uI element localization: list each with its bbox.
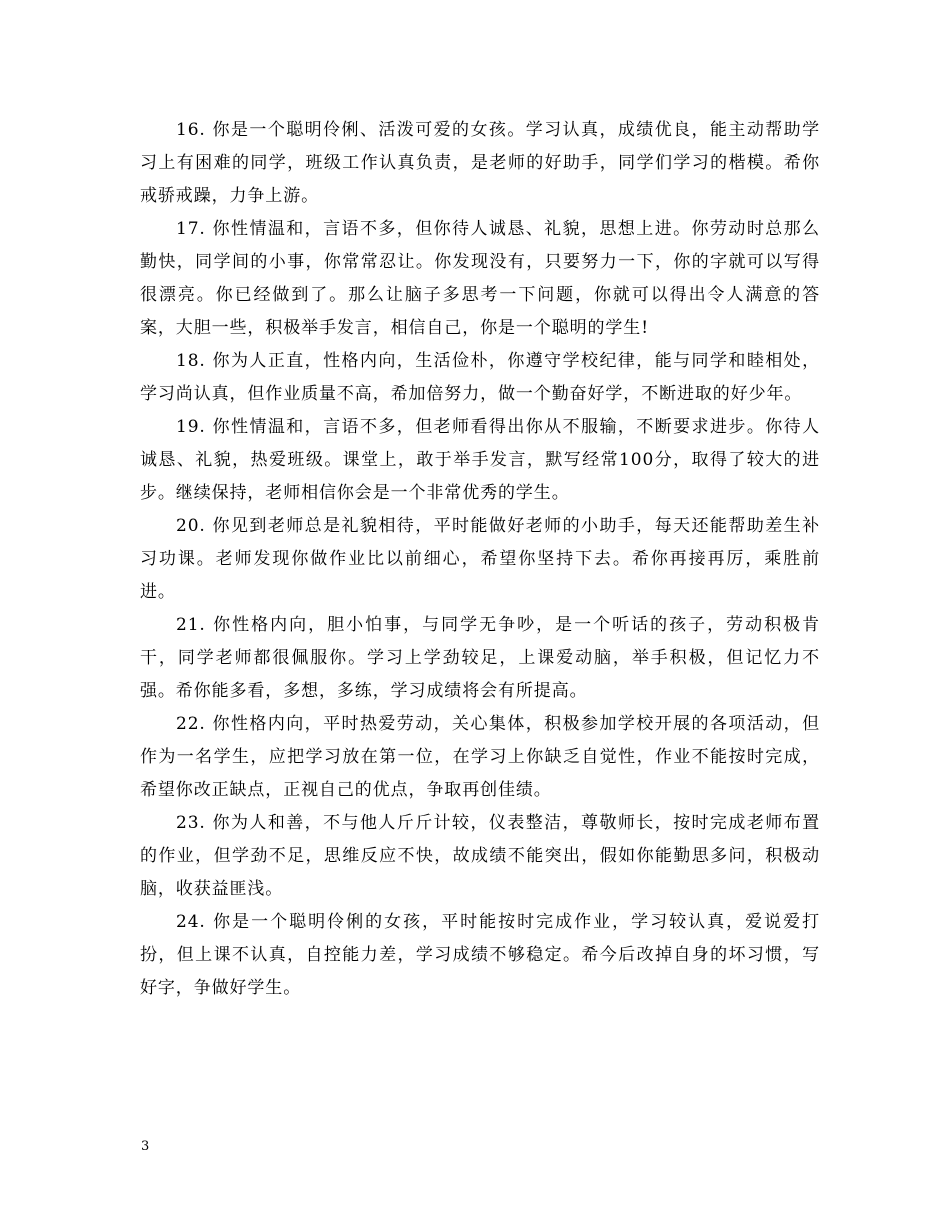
comment-paragraph-23: 23. 你为人和善，不与他人斤斤计较，仪表整洁，尊敬师长，按时完成老师布置的作业，但学劲不足，思维反应不快，故成绩不能突出，假如你能勤思多问，积极动脑，收获益匪浅。 <box>140 813 820 899</box>
comment-paragraph-24: 24. 你是一个聪明伶俐的女孩，平时能按时完成作业，学习较认真，爱说爱打扮，但上课不认真，自控能力差，学习成绩不够稳定。希今后改掉自身的坏习惯，写好字，争做好学生。 <box>140 912 820 998</box>
comment-paragraph-19: 19. 你性情温和，言语不多，但老师看得出你从不服输，不断要求进步。你待人诚恳、礼貌，热爱班级。课堂上，敢于举手发言，默写经常100分，取得了较大的进步。继续保持，老师相信你会是一个非常优秀的学生。 <box>140 417 820 503</box>
comment-paragraph-21: 21. 你性格内向，胆小怕事，与同学无争吵，是一个听话的孩子，劳动积极肯干，同学老师都很佩服你。学习上学劲较足，上课爱动脑，举手积极，但记忆力不强。希你能多看，多想，多练，学习成绩将会有所提高。 <box>140 615 820 701</box>
comment-paragraph-20: 20. 你见到老师总是礼貌相待，平时能做好老师的小助手，每天还能帮助差生补习功课。老师发现你做作业比以前细心，希望你坚持下去。希你再接再厉，乘胜前进。 <box>140 516 820 602</box>
comment-paragraph-18: 18. 你为人正直，性格内向，生活俭朴，你遵守学校纪律，能与同学和睦相处，学习尚认真，但作业质量不高，希加倍努力，做一个勤奋好学，不断进取的好少年。 <box>140 351 820 404</box>
comment-paragraph-17: 17. 你性情温和，言语不多，但你待人诚恳、礼貌，思想上进。你劳动时总那么勤快，同学间的小事，你常常忍让。你发现没有，只要努力一下，你的字就可以写得很漂亮。你已经做到了。那么让脑子多思考一下问题，你就可以得出令人满意的答案，大胆一些，积极举手发言，相信自己，你是一个聪明的学生! <box>140 219 820 338</box>
page-number: 3 <box>141 1139 150 1154</box>
document-body <box>140 114 820 1005</box>
comment-paragraph-16: 16. 你是一个聪明伶俐、活泼可爱的女孩。学习认真，成绩优良，能主动帮助学习上有困难的同学，班级工作认真负责，是老师的好助手，同学们学习的楷模。希你戒骄戒躁，力争上游。 <box>140 120 820 206</box>
comment-paragraph-22: 22. 你性格内向，平时热爱劳动，关心集体，积极参加学校开展的各项活动，但作为一名学生，应把学习放在第一位，在学习上你缺乏自觉性，作业不能按时完成，希望你改正缺点，正视自己的优点，争取再创佳绩。 <box>140 714 820 800</box>
